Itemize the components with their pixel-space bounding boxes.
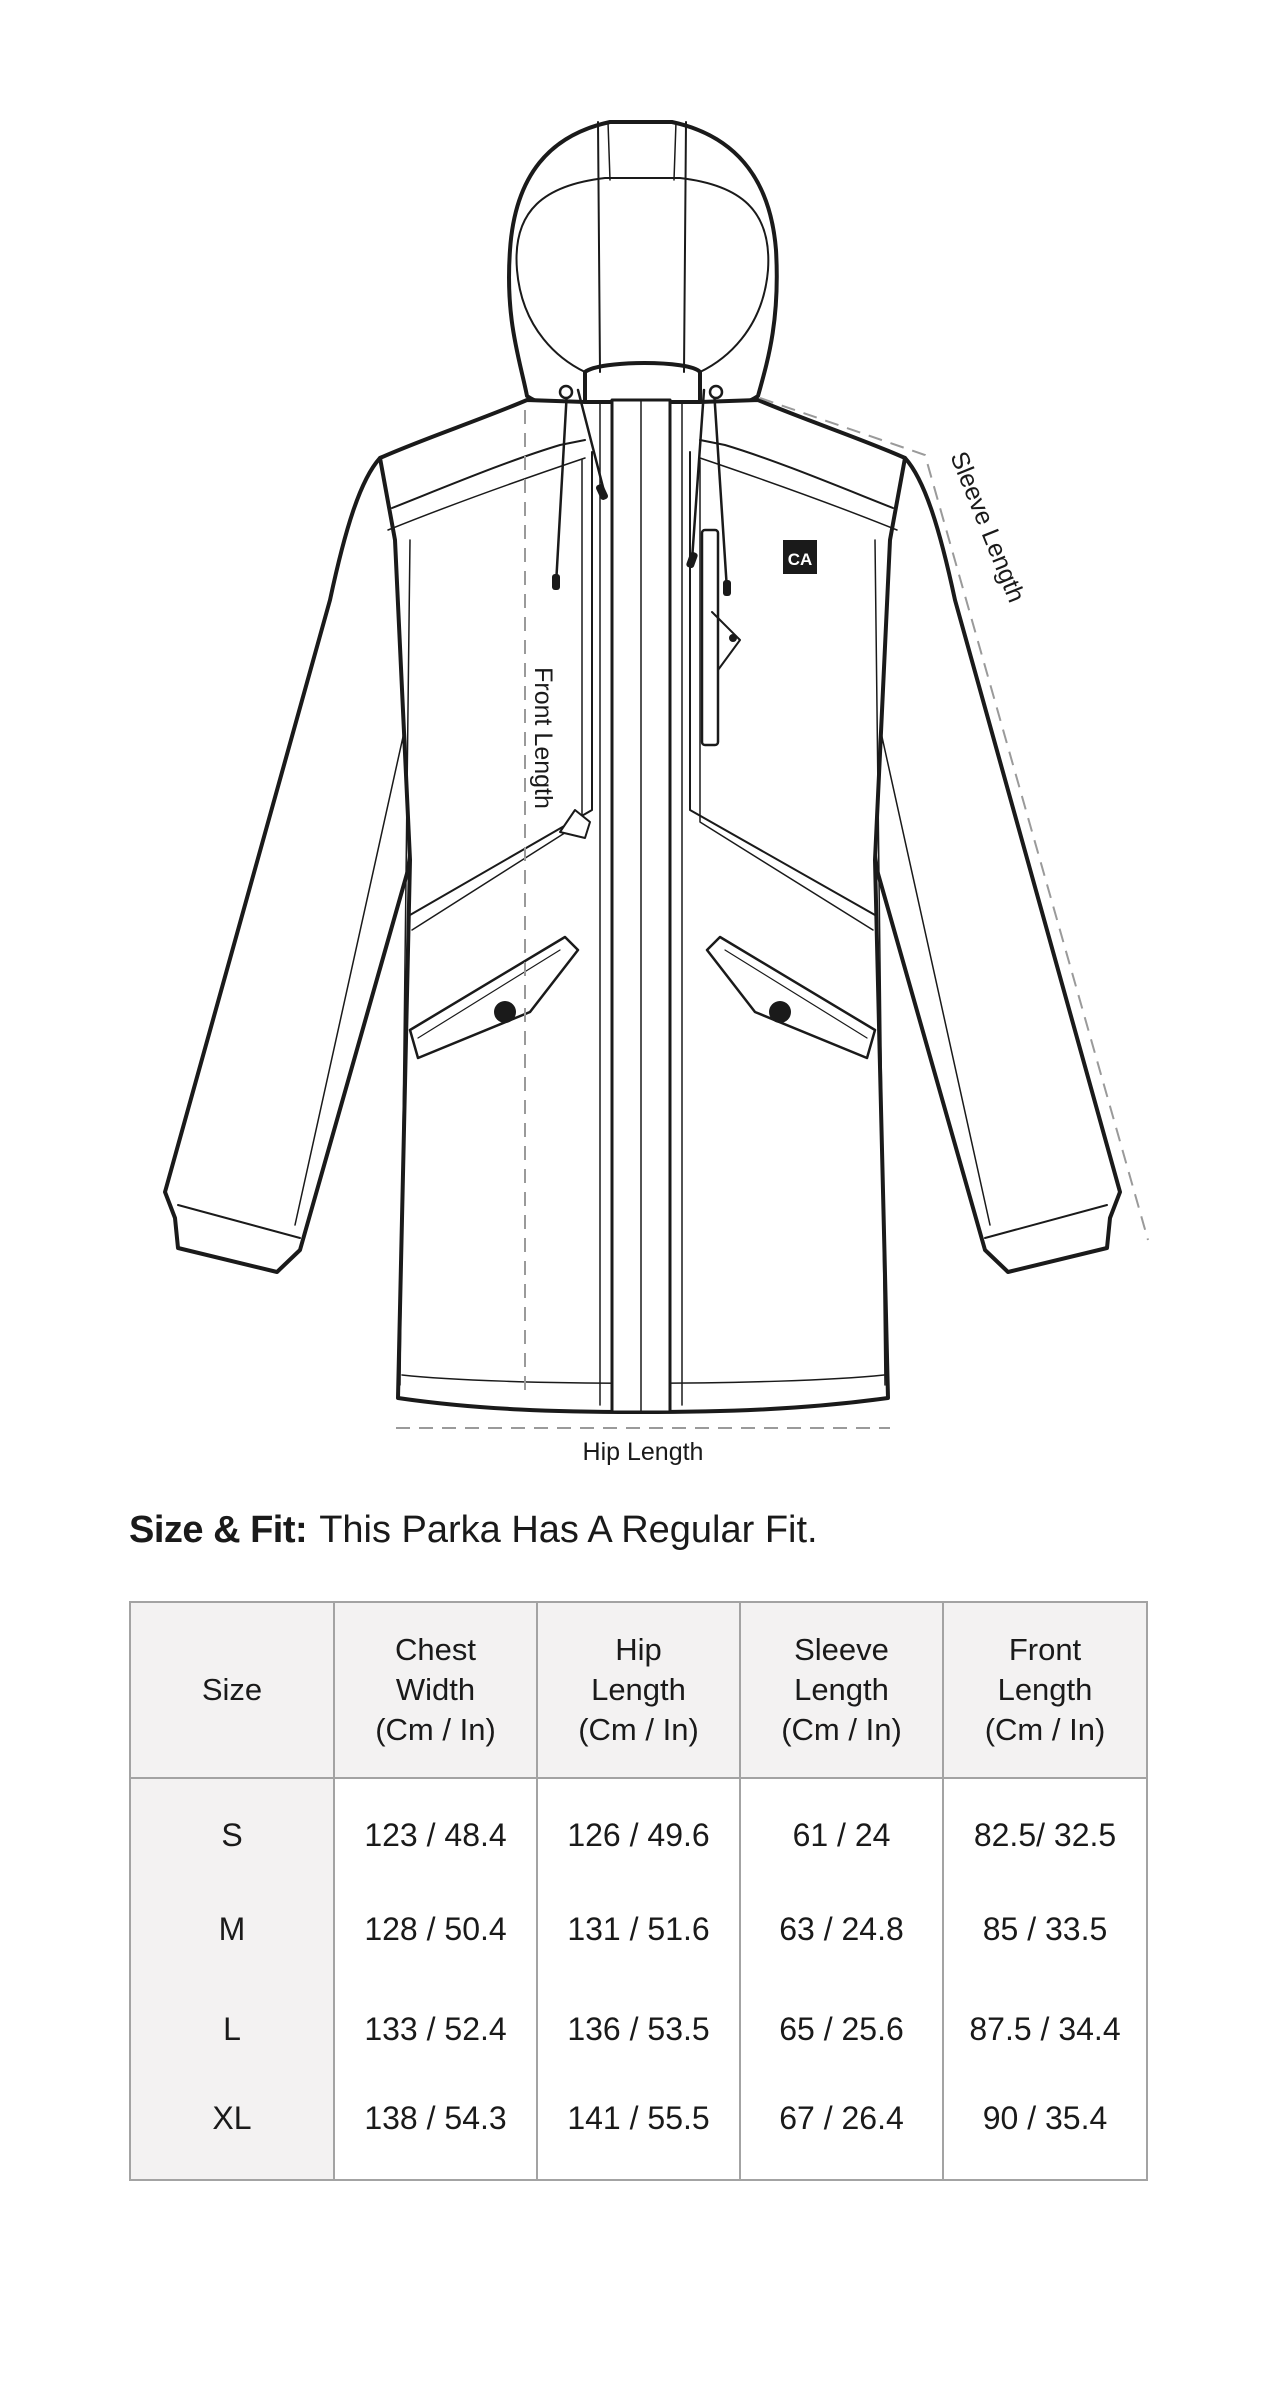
table-row — [130, 1879, 1147, 1979]
size-cell: S — [130, 1778, 334, 1879]
hip-length-cell: 141 / 55.5 — [537, 2079, 740, 2180]
chest-width-cell: 128 / 50.4 — [334, 1879, 537, 1979]
header-chest-width — [334, 1602, 537, 1778]
header-sleeve-length — [740, 1602, 943, 1778]
sleeve-length-cell: 67 / 26.4 — [740, 2079, 943, 2180]
sleeve-length-cell: 65 / 25.6 — [740, 1979, 943, 2079]
header-row — [130, 1602, 1147, 1778]
size-cell: XL — [130, 2079, 334, 2180]
front-length-cell: 85 / 33.5 — [943, 1879, 1147, 1979]
header-front-line-2: Length — [997, 1672, 1093, 1707]
header-chest-line-3: (Cm / In) — [375, 1712, 496, 1747]
left-pocket-button — [494, 1001, 516, 1023]
size-fit-statement — [129, 1500, 818, 1560]
size-cell: L — [130, 1979, 334, 2079]
header-front-line-3: (Cm / In) — [984, 1712, 1106, 1747]
front-length-cell: 90 / 35.4 — [943, 2079, 1147, 2180]
header-size-line-1: Size — [201, 1672, 263, 1707]
table-row — [130, 2079, 1147, 2180]
sleeve-length-label: Sleeve Length — [944, 447, 1031, 607]
hip-length-label: Hip Length — [582, 1438, 704, 1466]
hip-length-cell: 126 / 49.6 — [537, 1778, 740, 1879]
size-cell: M — [130, 1879, 334, 1979]
size-chart-body — [130, 1778, 1147, 2180]
hip-length-cell: 131 / 51.6 — [537, 1879, 740, 1979]
table-row — [130, 1778, 1147, 1879]
size-chart-header — [130, 1602, 1147, 1778]
header-front-length — [943, 1602, 1147, 1778]
size-chart-table — [129, 1601, 1148, 2181]
logo-text: CA — [787, 550, 813, 569]
table-row — [130, 1979, 1147, 2079]
header-hip-line-3: (Cm / In) — [578, 1712, 699, 1747]
header-sleeve-line-3: (Cm / In) — [781, 1712, 902, 1747]
header-hip-line-2: Length — [591, 1672, 686, 1707]
sleeve-length-cell: 63 / 24.8 — [740, 1879, 943, 1979]
right-pocket-button — [769, 1001, 791, 1023]
sleeve-length-cell: 61 / 24 — [740, 1778, 943, 1879]
front-length-cell: 82.5/ 32.5 — [943, 1778, 1147, 1879]
header-hip-line-1: Hip — [615, 1632, 662, 1667]
chest-width-cell: 123 / 48.4 — [334, 1778, 537, 1879]
hood — [509, 122, 777, 407]
header-sleeve-line-2: Length — [794, 1672, 889, 1707]
chest-width-cell: 138 / 54.3 — [334, 2079, 537, 2180]
size-fit-text: This Parka Has A Regular Fit. — [319, 1509, 818, 1551]
chest-pocket-zip — [702, 530, 718, 745]
left-sleeve — [165, 458, 420, 1272]
hip-length-cell: 136 / 53.5 — [537, 1979, 740, 2079]
front-length-label: Front Length — [529, 667, 557, 809]
chest-width-cell: 133 / 52.4 — [334, 1979, 537, 2079]
header-chest-line-1: Chest — [395, 1632, 476, 1667]
header-sleeve-line-1: Sleeve — [794, 1632, 889, 1667]
header-chest-line-2: Width — [395, 1672, 476, 1707]
header-hip-length — [537, 1602, 740, 1778]
front-length-cell: 87.5 / 34.4 — [943, 1979, 1147, 2079]
header-size — [130, 1602, 334, 1778]
right-sleeve — [865, 458, 1120, 1272]
header-front-line-1: Front — [1008, 1632, 1082, 1667]
size-fit-heading: Size & Fit: — [129, 1509, 308, 1551]
